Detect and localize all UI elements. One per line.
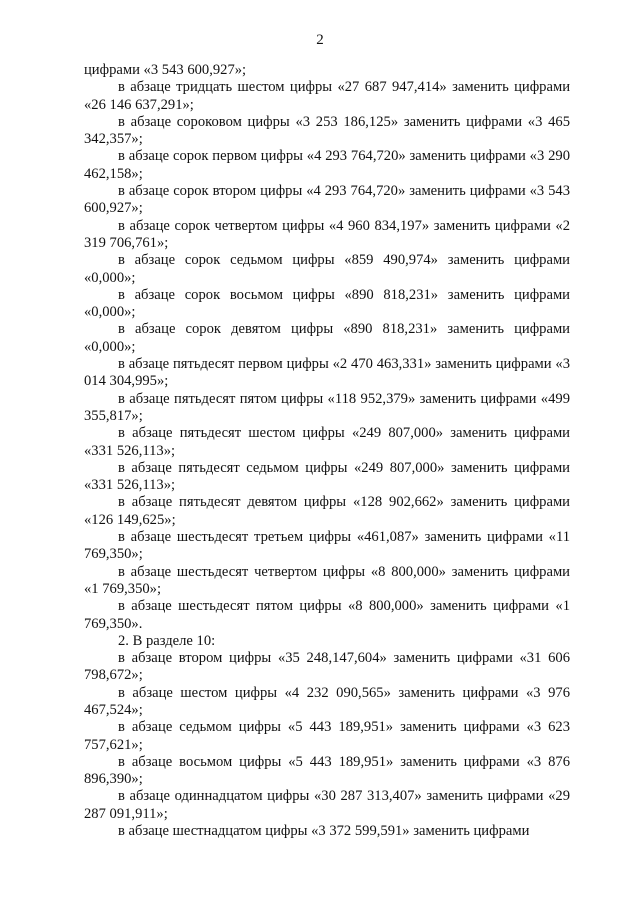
paragraph: цифрами «3 543 600,927»; xyxy=(84,62,247,78)
paragraph: в абзаце тридцать шестом цифры «27 687 947,414» заменить цифрами «26 146 637,291»; xyxy=(84,79,570,113)
paragraph: в абзаце сорок девятом цифры «890 818,231» заменить цифрами «0,000»; xyxy=(84,321,570,355)
paragraph: в абзаце шестом цифры «4 232 090,565» заменить цифрами «3 976 467,524»; xyxy=(84,684,570,718)
paragraph: в абзаце пятьдесят шестом цифры «249 807,000» заменить цифрами «331 526,113»; xyxy=(84,425,570,459)
document-body xyxy=(84,62,570,840)
paragraph: в абзаце шестьдесят пятом цифры «8 800,000» заменить цифрами «1 769,350». xyxy=(84,598,570,632)
paragraph: в абзаце седьмом цифры «5 443 189,951» заменить цифрами «3 623 757,621»; xyxy=(84,719,570,753)
paragraph: в абзаце сороковом цифры «3 253 186,125» заменить цифрами «3 465 342,357»; xyxy=(84,113,570,148)
paragraph: в абзаце пятьдесят первом цифры «2 470 463,331» заменить цифрами «3 014 304,995»; xyxy=(84,356,570,390)
paragraph: в абзаце шестьдесят четвертом цифры «8 800,000» заменить цифрами «1 769,350»; xyxy=(84,563,570,597)
paragraph: в абзаце пятьдесят девятом цифры «128 902,662» заменить цифрами «126 149,625»; xyxy=(84,494,570,528)
paragraph: в абзаце восьмом цифры «5 443 189,951» заменить цифрами «3 876 896,390»; xyxy=(84,753,570,788)
paragraph: в абзаце шестьдесят третьем цифры «461,087» заменить цифрами «11 769,350»; xyxy=(84,529,570,563)
paragraph: в абзаце сорок втором цифры «4 293 764,720» заменить цифрами «3 543 600,927»; xyxy=(84,183,570,217)
paragraph: в абзаце пятьдесят пятом цифры «118 952,379» заменить цифрами «499 355,817»; xyxy=(84,390,570,424)
paragraph: в абзаце сорок четвертом цифры «4 960 834,197» заменить цифрами «2 319 706,761»; xyxy=(84,217,570,251)
paragraph: в абзаце втором цифры «35 248,147,604» заменить цифрами «31 606 798,672»; xyxy=(84,650,570,684)
paragraph: в абзаце сорок восьмом цифры «890 818,231» заменить цифрами «0,000»; xyxy=(84,286,570,321)
paragraph: в абзаце пятьдесят седьмом цифры «249 807,000» заменить цифрами «331 526,113»; xyxy=(84,459,570,494)
paragraph: в абзаце сорок седьмом цифры «859 490,974» заменить цифрами «0,000»; xyxy=(84,252,570,286)
section-heading: 2. В разделе 10: xyxy=(118,632,216,649)
paragraph: в абзаце одиннадцатом цифры «30 287 313,407» заменить цифрами «29 287 091,911»; xyxy=(84,788,570,822)
paragraph: в абзаце шестнадцатом цифры «3 372 599,591» заменить цифрами xyxy=(118,823,530,840)
page-number: 2 xyxy=(316,32,324,48)
paragraph: в абзаце сорок первом цифры «4 293 764,720» заменить цифрами «3 290 462,158»; xyxy=(84,148,570,182)
